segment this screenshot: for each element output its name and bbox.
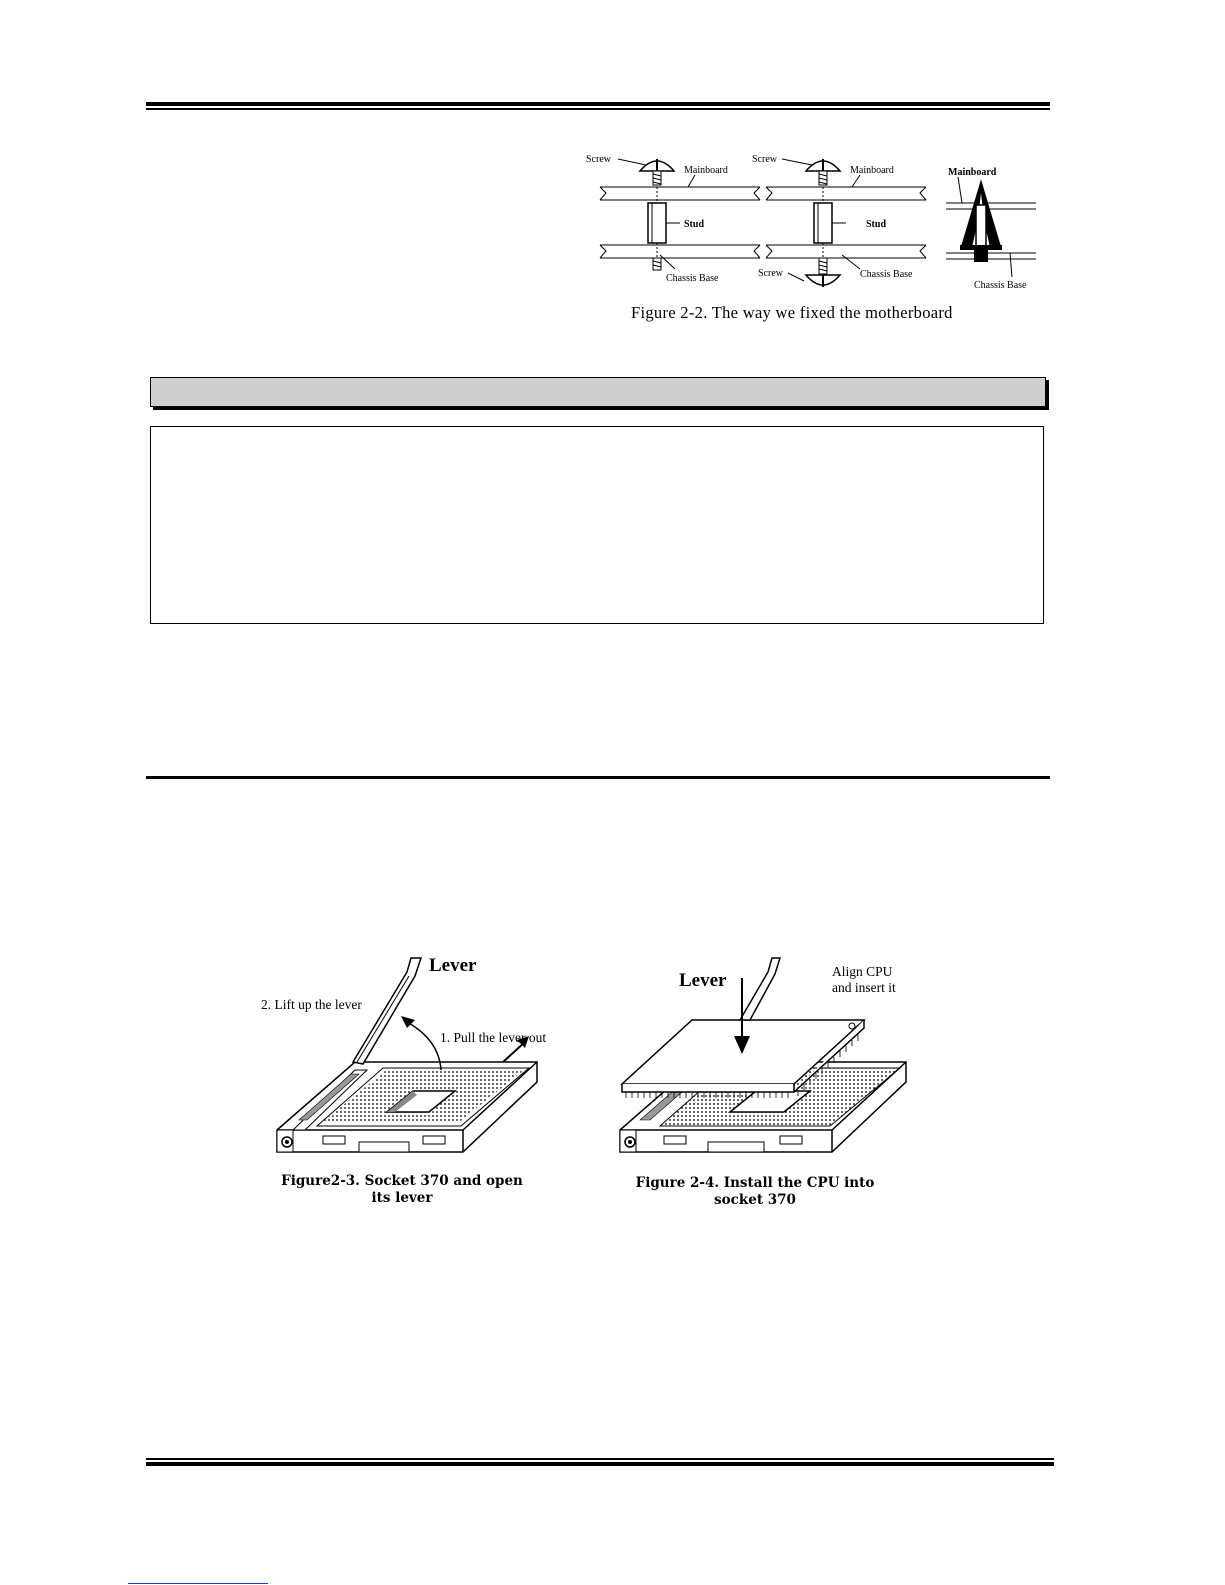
mount-right-clip [946,177,1036,277]
label-chassis-right: Chassis Base [974,280,1027,291]
label-screw-left: Screw [586,154,611,165]
label-stud-middle: Stud [866,219,887,230]
figure-2-4-lever-label: Lever [679,970,727,991]
figure-2-3-lever-label: Lever [429,955,477,976]
header-rule-thick [146,102,1050,106]
label-mainboard-right: Mainboard [948,167,997,178]
label-mainboard-left: Mainboard [684,165,728,176]
figure-2-4-caption [612,1175,898,1209]
figure-2-3-lift-label: 2. Lift up the lever [261,997,362,1012]
mount-middle [766,159,926,287]
figure-2-2-caption: Figure 2-2. The way we fixed the motherboard [631,303,953,322]
figure-2-4-align-label [832,964,896,996]
label-chassis-left: Chassis Base [666,273,719,284]
section-heading-bar [150,377,1046,407]
figure-2-2-diagram [580,145,1050,295]
footer-rule-thick [146,1462,1054,1466]
label-screw-middle-top: Screw [752,154,777,165]
figure-2-3-pull-label: 1. Pull the lever out [440,1030,547,1045]
figure-2-4-align-line1: Align CPU [832,964,893,979]
figure-2-3-diagram [255,950,565,1170]
figure-2-4-caption-line2: socket 370 [714,1192,796,1208]
footer-rule-thin [146,1458,1054,1460]
note-box [150,426,1044,624]
figure-2-3-caption [270,1173,534,1207]
label-chassis-middle: Chassis Base [860,269,913,280]
figure-2-4-align-line2: and insert it [832,980,896,995]
figure-2-4-caption-line1: Figure 2-4. Install the CPU into [635,1175,875,1191]
figure-2-3-caption-line2: its lever [371,1190,433,1206]
mount-left [600,159,760,270]
figure-2-3-caption-line1: Figure2-3. Socket 370 and open [281,1173,523,1189]
label-mainboard-middle: Mainboard [850,165,894,176]
section-divider-rule [146,776,1050,779]
label-screw-middle-bottom: Screw [758,268,783,279]
bottom-underline-mark [128,1583,268,1584]
header-rule-thin [146,108,1050,110]
label-stud-left: Stud [684,219,705,230]
